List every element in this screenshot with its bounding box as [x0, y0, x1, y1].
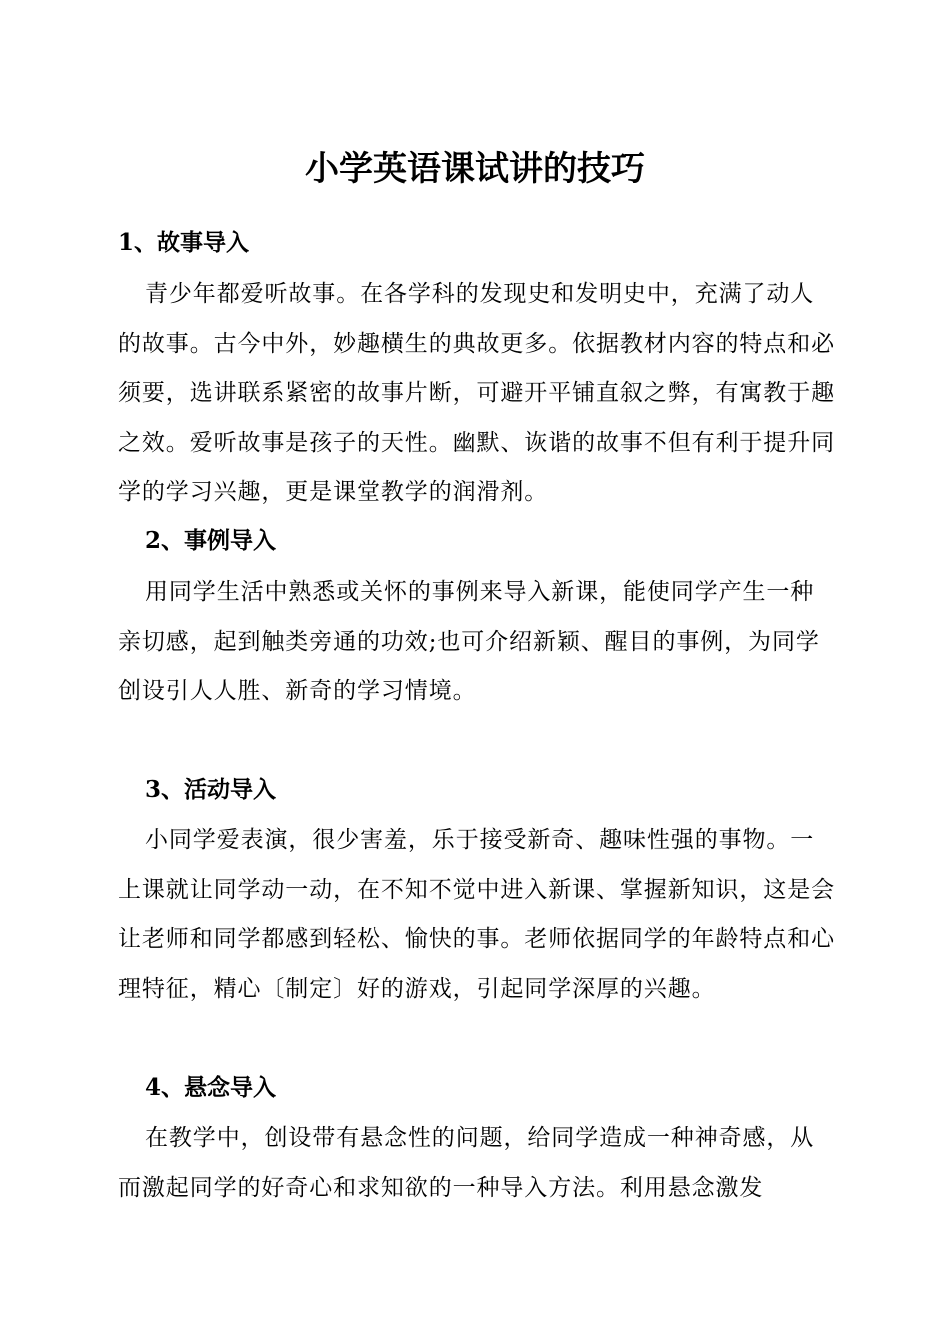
document-title: 小学英语课试讲的技巧: [305, 149, 645, 189]
section-heading: 2、事例导入: [145, 527, 277, 554]
section-heading: 4、悬念导入: [145, 1074, 277, 1101]
section-paragraph: 用同学生活中熟悉或关怀的事例来导入新课，能使同学产生一种亲切感，起到触类旁通的功效;也可介绍新颖、醒目的事例，为同学创设引人人胜、新奇的学习情境。: [118, 579, 820, 705]
section-heading: 3、活动导入: [145, 776, 277, 803]
section-paragraph: 在教学中，创设带有悬念性的问题，给同学造成一种神奇感，从而激起同学的好奇心和求知欲的一种导入方法。利用悬念激发: [118, 1125, 815, 1201]
section-paragraph: 小同学爱表演，很少害羞，乐于接受新奇、趣味性强的事物。一上课就让同学动一动，在不知不觉中进入新课、掌握新知识，这是会让老师和同学都感到轻松、愉快的事。老师依据同学的年龄特点和心理特征，精心〔制定〕好的游戏，引起同学深厚的兴趣。: [118, 827, 835, 1002]
section-paragraph: 青少年都爱听故事。在各学科的发现史和发明史中，充满了动人的故事。古今中外，妙趣横生的典故更多。依据教材内容的特点和必须要，选讲联系紧密的故事片断，可避开平铺直叙之弊，有寓教于趣之效。爱听故事是孩子的天性。幽默、诙谐的故事不但有利于提升同学的学习兴趣，更是课堂教学的润滑剂。: [118, 281, 835, 506]
section-heading: 1、故事导入: [118, 229, 250, 256]
